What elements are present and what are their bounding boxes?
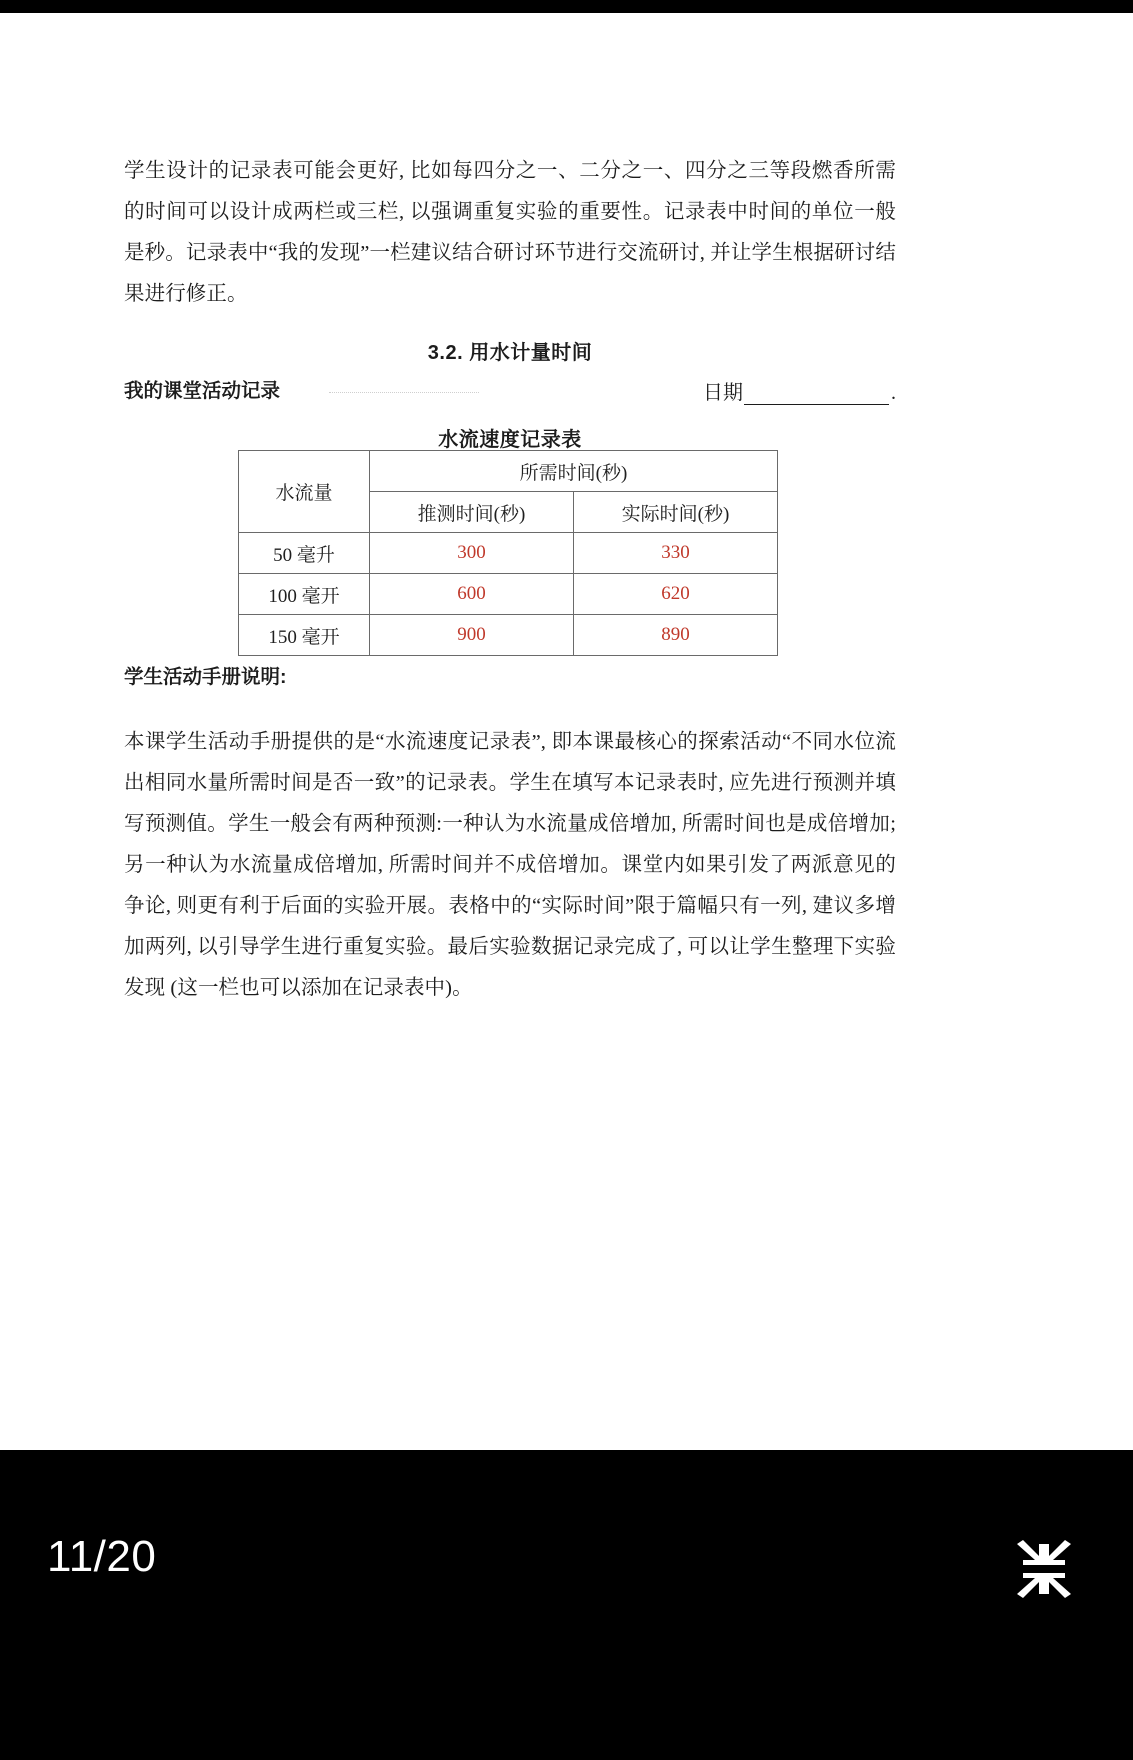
cell-predicted[interactable]: 300: [370, 533, 574, 574]
table-row: [239, 615, 778, 656]
cell-actual[interactable]: 620: [574, 574, 778, 615]
date-label: 日期: [703, 382, 743, 404]
activity-record-row: [124, 375, 896, 405]
table-header-group: 所需时间(秒): [370, 451, 778, 492]
cell-flow: 100 毫开: [239, 574, 370, 615]
cell-flow: 150 毫开: [239, 615, 370, 656]
table-header-actual: 实际时间(秒): [574, 492, 778, 533]
dotted-filler: [329, 392, 479, 393]
top-letterbox-bar: [0, 0, 1133, 13]
section-title: 3.2. 用水计量时间: [427, 342, 593, 364]
cell-actual[interactable]: 330: [574, 533, 778, 574]
table-header-flow: 水流量: [239, 451, 370, 533]
viewer-bottom-bar: [0, 1450, 1133, 1760]
explanation-paragraph: 本课学生活动手册提供的是“水流速度记录表”, 即本课最核心的探索活动“不同水位流出相同水量所需时间是否一致”的记录表。学生在填写本记录表时, 应先进行预测并填写预测值。学生一般会有两种预测:一种认为水流量成倍增加, 所需时间也是成倍增加; 另一种认为水流量成倍增加, 所需时间并不成倍增加。课堂内如果引发了两派意见的争论, 则更有利于后面的实验开展。表格中的“实际时间”限于篇幅只有一列, 建议多增加两列, 以引导学生进行重复实验。最后实验数据记录完成了, 可以让学生整理下实验发现 (这一栏也可以添加在记录表中)。: [124, 730, 896, 999]
activity-record-label: 我的课堂活动记录: [124, 380, 281, 402]
date-input-blank[interactable]: [744, 384, 889, 405]
date-field-group: [703, 376, 896, 405]
table-header-row-1: [239, 451, 778, 492]
table-row: [239, 574, 778, 615]
explanation-heading: 学生活动手册说明:: [124, 666, 287, 688]
intro-paragraph: 学生设计的记录表可能会更好, 比如每四分之一、二分之一、四分之三等段燃香所需的时间可以设计成两栏或三栏, 以强调重复实验的重要性。记录表中时间的单位一般是秒。记录表中“我的发现”一栏建议结合研讨环节进行交流研讨, 并让学生根据研讨结果进行修正。: [124, 159, 896, 305]
date-trailing-punctuation: .: [891, 382, 896, 404]
cell-predicted[interactable]: 600: [370, 574, 574, 615]
table-header-predicted: 推测时间(秒): [370, 492, 574, 533]
page-indicator: 11/20: [47, 1532, 157, 1581]
table-row: [239, 533, 778, 574]
document-page[interactable]: [0, 13, 1133, 1450]
cell-actual[interactable]: 890: [574, 615, 778, 656]
water-flow-record-table: [238, 450, 778, 656]
table-title: 水流速度记录表: [438, 429, 582, 451]
exit-fullscreen-icon[interactable]: [1013, 1538, 1075, 1600]
cell-predicted[interactable]: 900: [370, 615, 574, 656]
cell-flow: 50 毫升: [239, 533, 370, 574]
